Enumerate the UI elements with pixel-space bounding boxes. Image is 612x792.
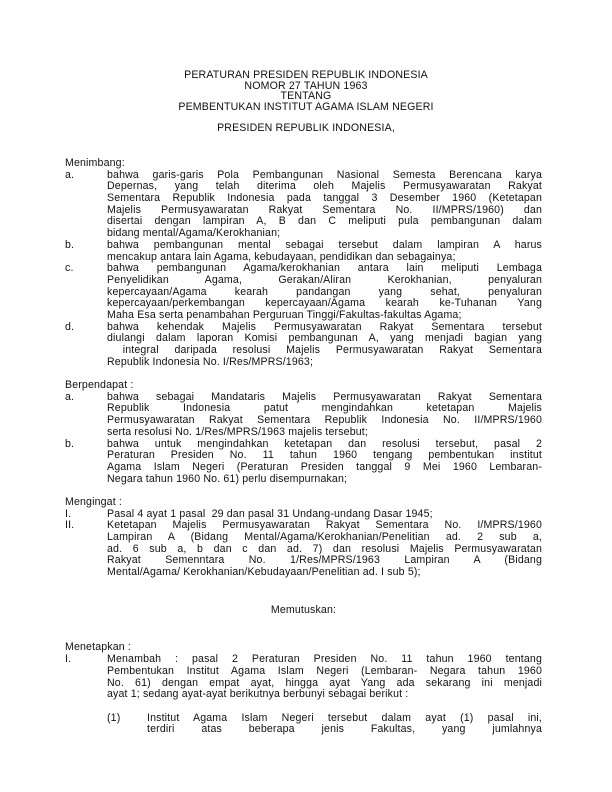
issuer-heading: PRESIDEN REPUBLIK INDONESIA, (217, 122, 395, 134)
text-line: Lampiran A (Bidang Mental/Agama/Kerokhanian/Penelitian ad. 2 sub a, (107, 532, 542, 543)
list-item (65, 263, 542, 321)
text-line: mencakup antara lain Agama, kebudayaan, pendidikan dan sebagainya; (107, 251, 456, 263)
section-heading: Berpendapat : (65, 379, 134, 392)
item-label: c. (65, 262, 74, 275)
spacer (65, 579, 542, 605)
item-label: a. (65, 390, 75, 403)
text-line: Negara tahun 1960 No. 61) perlu disempurnakan; (107, 473, 348, 485)
section-heading: Mengingat : (65, 495, 123, 508)
item-label: I. (65, 653, 72, 666)
text-line: serta resolusi No. 1/Res/MPRS/1963 majelis tersebut; (107, 426, 368, 438)
text-line: Rakyat Semenntara No. 1/Res/MPRS/1963 Lampiran A (Bidang (107, 555, 542, 567)
list-item (65, 713, 542, 736)
list-item (65, 520, 542, 578)
text-line: bahwa pembangunan mental sebagai tersebut dalam lampiran A harus (107, 239, 542, 251)
text-line: Maha Esa serta penambahan Perguruan Tinggi/Fakultas-fakultas Agama; (107, 309, 462, 321)
list-item (65, 654, 542, 701)
text-line: Pembentukan Institut Agama Islam Negeri (Lembaran- Negara tahun 1960 (107, 665, 542, 677)
text-line: Peraturan Presiden No. 11 tahun 1960 tengang pembentukan institut (107, 450, 542, 462)
item-label: b. (65, 437, 75, 450)
list-item (65, 240, 542, 263)
text-line: disertai dengan lampiran A, B dan C meliputi pula pembangunan dalam (107, 216, 542, 228)
item-label: b. (65, 238, 75, 251)
title-line: PEMBENTUKAN INSTITUT AGAMA ISLAM NEGERI (178, 100, 434, 113)
list-item (65, 392, 542, 439)
text-line: terdiri atas beberapa jenis Fakultas, yang jumlahnya (147, 724, 542, 736)
text-line: ayat 1; sedang ayat-ayat berikutnya berbunyi sebagai berikut : (107, 689, 409, 701)
text-line: ad. 6 sub a, b dan c dan ad. 7) dan resolusi Majelis Permusyawaratan (107, 543, 542, 555)
text-line: Menambah : pasal 2 Peraturan Presiden No. 11 tahun 1960 tentang (107, 654, 542, 666)
spacer (65, 616, 542, 642)
text-line: bahwa untuk mengindahkan ketetapan dan resolusi tersebut, pasal 2 (107, 438, 542, 450)
title-line: PERATURAN PRESIDEN REPUBLIK INDONESIA (184, 69, 428, 81)
item-label: I. (65, 507, 72, 520)
title-line: NOMOR 27 TAHUN 1963 (244, 79, 368, 92)
section-heading: Menetapkan : (65, 641, 131, 654)
text-line: bahwa sebagai Mandataris Majelis Permusyawaratan Rakyat Sementara (107, 391, 542, 403)
title-line: TENTANG (280, 90, 332, 102)
item-label: a. (65, 168, 75, 181)
spacer (65, 485, 542, 497)
list-item (65, 509, 542, 521)
text-line: Mental/Agama/ Kerokhanian/Kebudayaan/Penelitian ad. I sub 5); (107, 567, 421, 579)
text-line: Depernas, yang telah diterima oleh Majelis Permusyawaratan Rakyat (107, 181, 542, 193)
item-label: d. (65, 320, 75, 333)
text-line: Institut Agama Islam Negeri tersebut dalam ayat (1) pasal ini, (147, 712, 542, 724)
document-body (65, 158, 542, 736)
text-line: integral daripada resolusi Majelis Permusyawaratan Rakyat Sementara (107, 345, 542, 356)
text-line: bahwa garis-garis Pola Pembangunan Nasional Semesta Berencana karya (107, 169, 542, 181)
list-item (65, 439, 542, 486)
text-line: Ketetapan Majelis Permusyawaratan Rakyat Sementara No. I/MPRS/1960 (107, 520, 542, 532)
text-line: Sementara Republik Indonesia pada tanggal 3 Desember 1960 (Ketetapan (107, 193, 542, 205)
list-item (65, 322, 542, 369)
text-line: Permusyawaratan Rakyat Sementara Republik Indonesia No. II/MPRS/1960 (107, 415, 542, 427)
item-label: II. (65, 519, 75, 532)
text-line: bahwa kehendak Majelis Permusyawaratan Rakyat Sementara tersebut (107, 321, 542, 333)
list-item (65, 170, 542, 240)
text-line: diulangi dalam laporan Komisi pembangunan A, yang menjadi bagian yang (107, 333, 542, 345)
decision-heading: Memutuskan: (270, 603, 337, 616)
document-title (0, 70, 612, 112)
text-line: bahwa pembangunan Agama/kerokhanian antara lain meliputi Lembaga (107, 263, 542, 275)
text-line: bidang mental/Agama/Kerokhanian; (107, 228, 281, 240)
spacer (65, 701, 542, 713)
section-heading: Menimbang: (65, 157, 125, 169)
text-line: Pasal 4 ayat 1 pasal 29 dan pasal 31 Undang-undang Dasar 1945; (107, 508, 433, 520)
text-line: No. 61) dengan empat ayat, hingga ayat Yang ada sekarang ini menjadi (107, 677, 542, 689)
text-line: Penyelidikan Agama, Gerakan/Aliran Kerokhanian, penyaluran (107, 274, 542, 286)
text-line: Agama Islam Negeri (Peraturan Presiden tanggal 9 Mei 1960 Lembaran- (107, 461, 542, 473)
text-line: Majelis Permusyawaratan Rakyat Sementara No. II/MPRS/1960) dan (107, 204, 542, 216)
item-label: (1) (107, 711, 121, 724)
text-line: Republik Indonesia No. I/Res/MPRS/1963; (107, 356, 314, 368)
spacer (65, 368, 542, 380)
text-line: Republik Indonesia patut mengindahkan ketetapan Majelis (107, 403, 542, 415)
text-line: kepercayaan/perkembangan kepercayaan/Agama kearah ke-Tuhanan Yang (107, 298, 542, 310)
text-line: kepercayaan/Agama kearah pandangan yang sehat, penyaluran (107, 286, 542, 298)
